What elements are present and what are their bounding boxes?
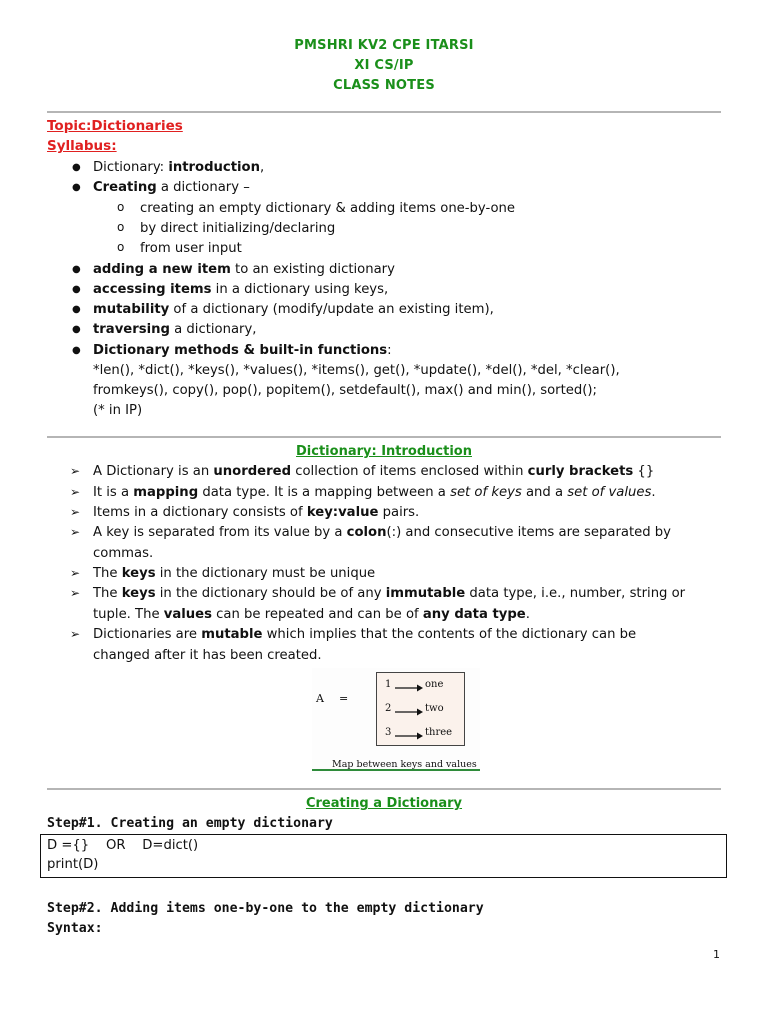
list-item [93, 281, 388, 298]
figure-equals: = [339, 692, 349, 705]
item-text: pairs. [378, 505, 420, 520]
arrow-bullet-icon: ➢ [70, 464, 81, 478]
item-bold: key:value [306, 505, 379, 520]
item-bold: colon [346, 525, 387, 540]
item-text: (:) and consecutive items are separated by [386, 525, 671, 540]
figure-underline [312, 769, 480, 771]
arrow-bullet-icon: ➢ [70, 525, 81, 539]
code-block [40, 834, 727, 878]
item-text: a dictionary, [169, 322, 257, 337]
item-bold: mutability [93, 302, 170, 317]
list-item-continued [93, 606, 530, 623]
bullet-icon: ● [72, 345, 81, 356]
divider [47, 436, 721, 438]
item-text: and a [521, 485, 568, 500]
item-text: of a dictionary (modify/update an existing item), [169, 302, 494, 317]
item-text: Dictionaries are [93, 627, 202, 642]
dictionary-map-figure [312, 668, 480, 774]
item-text: It is a [93, 485, 134, 500]
circle-bullet-icon: o [117, 200, 125, 214]
figure-value: one [425, 679, 444, 690]
list-item [93, 585, 685, 602]
item-text: The [93, 586, 122, 601]
item-text: a dictionary – [156, 180, 250, 195]
notes-title: CLASS NOTES [333, 78, 435, 93]
figure-value: two [425, 703, 444, 714]
list-item [93, 261, 395, 278]
list-item [93, 301, 494, 318]
item-text: to an existing dictionary [230, 262, 395, 277]
list-item [93, 342, 392, 359]
item-text: Dictionary: [93, 160, 169, 175]
code-line: print(D) [47, 857, 99, 872]
item-bold: accessing items [93, 282, 212, 297]
sub-item: by direct initializing/declaring [140, 221, 336, 236]
item-bold: values [163, 607, 212, 622]
item-text: collection of items enclosed within [291, 464, 528, 479]
arrow-right-icon [395, 683, 423, 693]
item-text: , [260, 160, 265, 175]
bullet-icon: ● [72, 182, 81, 193]
list-item [93, 159, 264, 176]
item-text: in the dictionary should be of any [155, 586, 386, 601]
item-italic: set of values [567, 485, 652, 500]
item-text: . [525, 607, 530, 622]
item-text: in a dictionary using keys, [211, 282, 389, 297]
item-text: A Dictionary is an [93, 464, 214, 479]
item-text: {} [633, 464, 655, 479]
item-text: Items in a dictionary consists of [93, 505, 307, 520]
sub-item: from user input [140, 241, 242, 256]
arrow-bullet-icon: ➢ [70, 505, 81, 519]
class-title: XI CS/IP [354, 58, 414, 73]
list-item-continued: commas. [93, 546, 154, 561]
bullet-icon: ● [72, 324, 81, 335]
item-bold: keys [121, 566, 156, 581]
item-text: data type, i.e., number, string or [465, 586, 686, 601]
list-item [93, 524, 671, 541]
item-bold: unordered [213, 464, 292, 479]
arrow-right-icon [395, 731, 423, 741]
item-text: . [651, 485, 656, 500]
item-text: can be repeated and can be of [211, 607, 423, 622]
figure-key: 1 [385, 679, 392, 690]
syntax-label: Syntax: [47, 921, 103, 936]
item-text: The [93, 566, 122, 581]
item-text: which implies that the contents of the dictionary can be [262, 627, 637, 642]
item-bold: immutable [385, 586, 466, 601]
methods-line: (* in IP) [93, 403, 143, 418]
item-bold: mutable [201, 627, 263, 642]
arrow-right-icon [395, 707, 423, 717]
item-bold: traversing [93, 322, 170, 337]
code-line: D ={} OR D=dict() [47, 838, 199, 853]
item-bold: mapping [133, 485, 199, 500]
school-title: PMSHRI KV2 CPE ITARSI [294, 38, 474, 53]
list-item [93, 179, 250, 196]
item-bold: Dictionary methods & built-in functions [93, 343, 388, 358]
item-bold: curly brackets [527, 464, 634, 479]
section-title: Creating a Dictionary [305, 796, 463, 811]
methods-line: fromkeys(), copy(), pop(), popitem(), setdefault(), max() and min(), sorted(); [93, 383, 597, 398]
item-bold: any data type [422, 607, 526, 622]
figure-value: three [425, 727, 453, 738]
item-bold: Creating [93, 180, 157, 195]
divider [47, 111, 721, 113]
item-text: : [387, 343, 392, 358]
list-item-continued: changed after it has been created. [93, 648, 322, 663]
bullet-icon: ● [72, 284, 81, 295]
circle-bullet-icon: o [117, 220, 125, 234]
divider [47, 788, 721, 790]
item-text: tuple. The [93, 607, 164, 622]
list-item [93, 626, 636, 643]
page-number: 1 [713, 948, 720, 961]
list-item [93, 463, 654, 480]
figure-caption: Map between keys and values [332, 759, 477, 770]
item-italic: set of keys [450, 485, 522, 500]
bullet-icon: ● [72, 304, 81, 315]
figure-mapping-box [376, 672, 465, 746]
list-item [93, 321, 256, 338]
list-item [93, 504, 419, 521]
list-item [93, 484, 656, 501]
step-heading: Step#1. Creating an empty dictionary [47, 816, 333, 831]
item-bold: keys [121, 586, 156, 601]
item-bold: adding a new item [93, 262, 231, 277]
list-item [93, 565, 375, 582]
circle-bullet-icon: o [117, 240, 125, 254]
figure-variable: A [316, 692, 324, 705]
arrow-bullet-icon: ➢ [70, 566, 81, 580]
arrow-bullet-icon: ➢ [70, 586, 81, 600]
topic-label: Topic:Dictionaries [47, 118, 183, 134]
syllabus-label: Syllabus: [47, 138, 117, 154]
item-text: in the dictionary must be unique [155, 566, 376, 581]
figure-key: 2 [385, 703, 392, 714]
step-heading: Step#2. Adding items one-by-one to the empty dictionary [47, 901, 484, 916]
arrow-bullet-icon: ➢ [70, 627, 81, 641]
section-title: Dictionary: Introduction [296, 444, 472, 459]
bullet-icon: ● [72, 264, 81, 275]
sub-item: creating an empty dictionary & adding items one-by-one [140, 201, 516, 216]
methods-line: *len(), *dict(), *keys(), *values(), *items(), get(), *update(), *del(), *del, *clear(), [93, 363, 620, 378]
figure-key: 3 [385, 727, 392, 738]
item-text: A key is separated from its value by a [93, 525, 347, 540]
item-text: data type. It is a mapping between a [198, 485, 451, 500]
arrow-bullet-icon: ➢ [70, 485, 81, 499]
bullet-icon: ● [72, 162, 81, 173]
item-bold: introduction [168, 160, 261, 175]
